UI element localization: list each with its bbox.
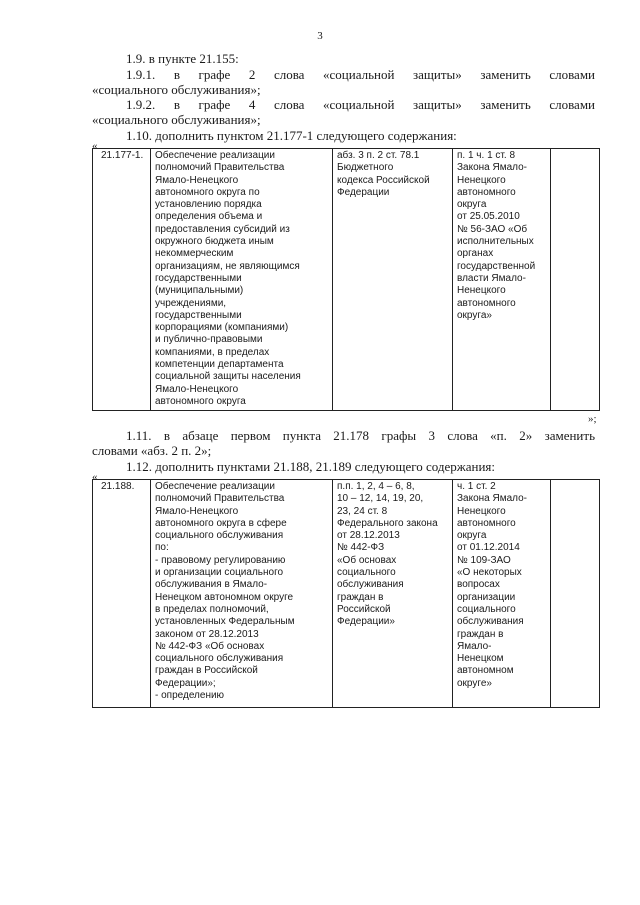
item-1-11-line1: 1.11. в абзаце первом пункта 21.178 графы 3 слова «п. 2» заменить — [126, 428, 595, 443]
amendment-table-21-188 — [92, 479, 600, 708]
item-1-9-2-line2: «социального обслуживания»; — [92, 112, 261, 127]
close-quote: »; — [588, 413, 597, 425]
open-quote: « — [92, 140, 98, 152]
authority-text: Обеспечение реализации полномочий Правительства Ямало-Ненецкого автономного округа по установлению порядка определения объема и предоставления субсидий из окружного бюджета иным некоммерческим организациям, не являющимся государственными (муниципальными) учреждениями, государственными корпорациями (компаниями) и публично-правовыми компаниями, в пределах компетенции департамента социальной защиты населения Ямало-Ненецкого автономного округа — [155, 150, 301, 407]
open-quote-2: « — [92, 471, 98, 483]
table-row — [93, 149, 600, 411]
row-number: 21.177-1. — [101, 150, 144, 161]
row-number-cell — [93, 480, 151, 708]
row-number: 21.188. — [101, 481, 135, 492]
item-1-9-1-line2: «социального обслуживания»; — [92, 82, 261, 97]
federal-basis-text: абз. 3 п. 2 ст. 78.1 Бюджетного кодекса Российской Федерации — [337, 150, 430, 198]
federal-basis-cell — [333, 149, 453, 411]
regional-basis-text: ч. 1 ст. 2 Закона Ямало- Ненецкого автономного округа от 01.12.2014 № 109-ЗАО «О некоторых вопросах организации социального обслуживания граждан в Ямало- Ненецком автономном округе» — [457, 481, 528, 689]
item-1-11-line2: словами «абз. 2 п. 2»; — [92, 443, 212, 458]
item-1-9: 1.9. в пункте 21.155: — [126, 51, 239, 66]
federal-basis-text: п.п. 1, 2, 4 – 6, 8, 10 – 12, 14, 19, 20, 23, 24 ст. 8 Федерального закона от 28.12.2013 № 442-ФЗ «Об основах социального обслуживания граждан в Российской Федерации» — [337, 481, 438, 628]
page-number: 3 — [317, 30, 323, 42]
row-number-cell — [93, 149, 151, 411]
item-1-12: 1.12. дополнить пунктами 21.188, 21.189 следующего содержания: — [126, 459, 496, 474]
item-1-9-2-line1: 1.9.2. в графе 4 слова «социальной защиты» заменить словами — [126, 97, 595, 112]
authority-cell — [151, 149, 333, 411]
amendment-table-21-177-1 — [92, 148, 600, 411]
federal-basis-cell — [333, 480, 453, 708]
regional-basis-text: п. 1 ч. 1 ст. 8 Закона Ямало- Ненецкого автономного округа от 25.05.2010 № 56-ЗАО «Об исполнительных органах государственной власти Ямало- Ненецкого автономного округа» — [457, 150, 536, 321]
authority-text: Обеспечение реализации полномочий Правительства Ямало-Ненецкого автономного округа в сфере социального обслуживания по: - правовому регулированию и организации социального обслуживания в Ямало- Ненецком автономном округе в пределах полномочий, установленных Федеральным законом от 28.12.2013 № 442-ФЗ «Об основах социального обслуживания граждан в Российской Федерации»; - определению — [155, 481, 295, 702]
table-row — [93, 480, 600, 708]
empty-cell — [551, 149, 600, 411]
item-1-9-1-line1: 1.9.1. в графе 2 слова «социальной защиты» заменить словами — [126, 67, 595, 82]
empty-cell — [551, 480, 600, 708]
authority-cell — [151, 480, 333, 708]
regional-basis-cell — [453, 480, 551, 708]
regional-basis-cell — [453, 149, 551, 411]
item-1-10: 1.10. дополнить пунктом 21.177-1 следующего содержания: — [126, 128, 457, 143]
